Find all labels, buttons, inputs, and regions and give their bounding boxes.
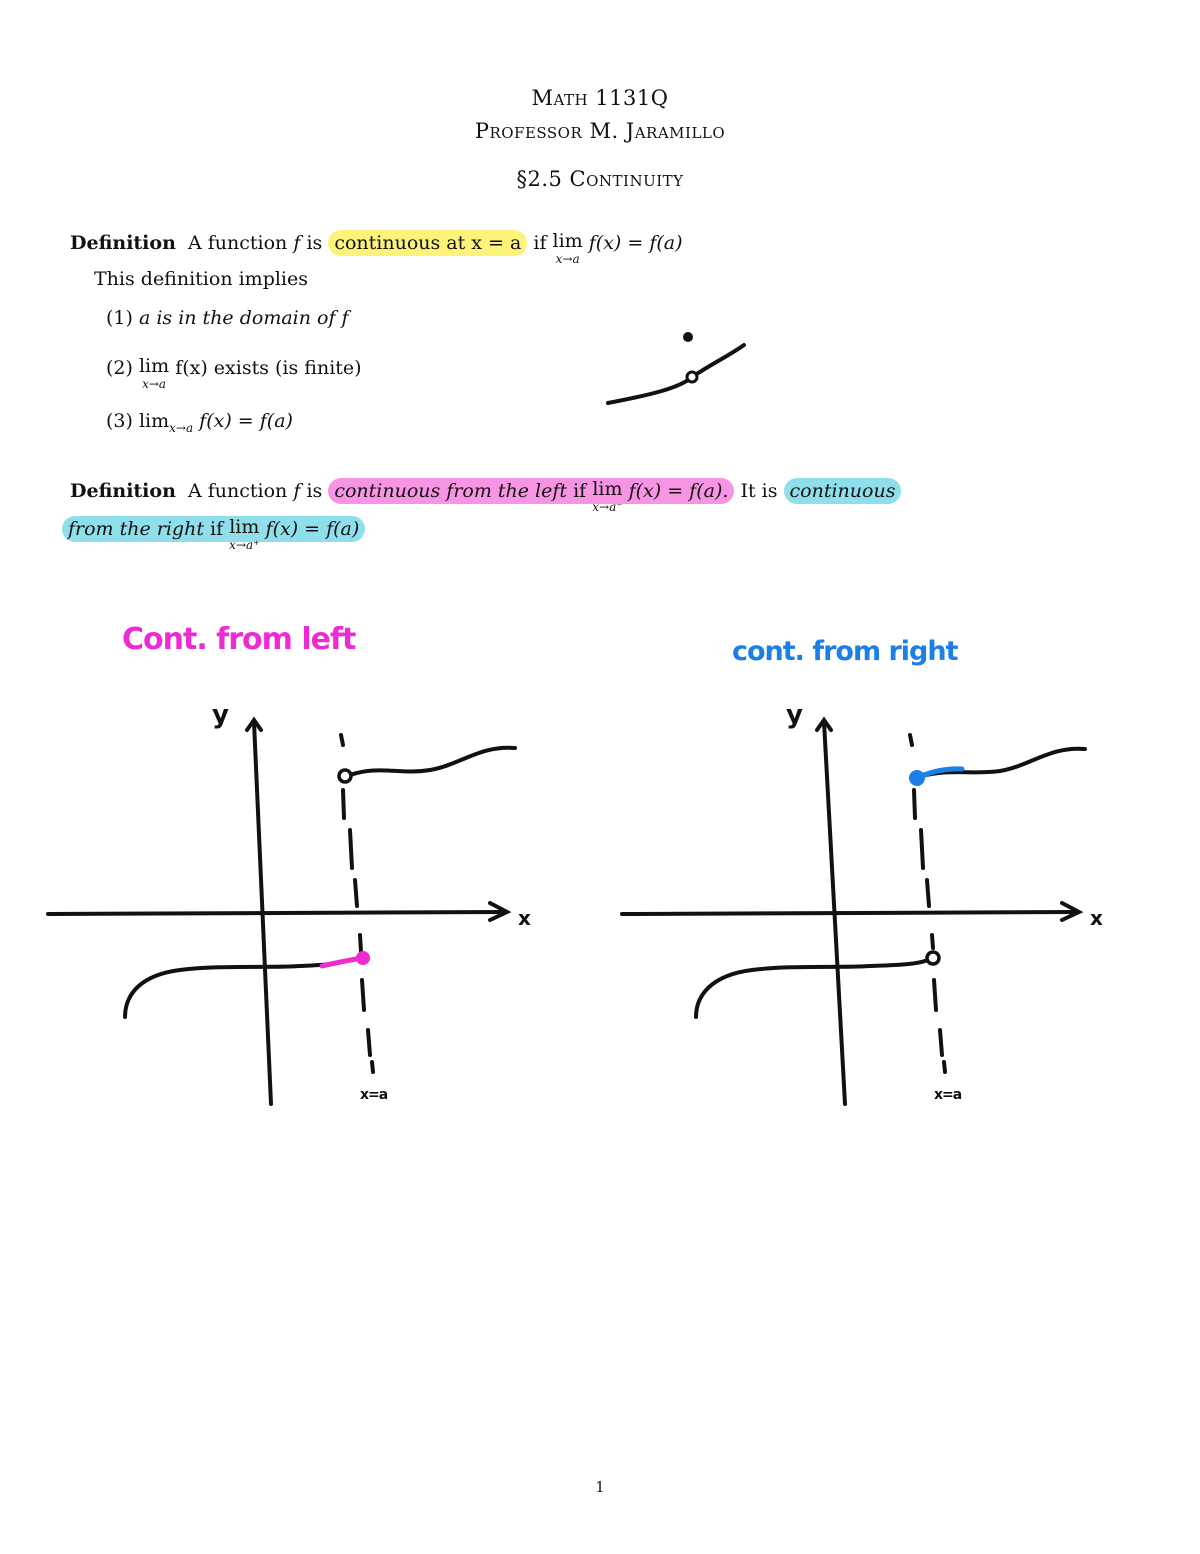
def2-f: f xyxy=(293,480,301,502)
def2-if: if xyxy=(573,480,587,502)
def2-text-b: is xyxy=(306,480,323,502)
item-lim-sub: x→a xyxy=(169,420,194,435)
right-filled-point xyxy=(909,770,925,786)
lim-word: lim xyxy=(229,516,260,538)
def2-text-a: A function xyxy=(188,480,288,502)
left-lower-curve xyxy=(125,962,340,1017)
right-a-label: x=a xyxy=(934,1087,962,1103)
left-x-label: x xyxy=(518,906,530,930)
right-rhs: f(x) = f(a) xyxy=(265,518,360,540)
def2-it-is: It is xyxy=(740,480,778,502)
left-lower-curve-highlight xyxy=(322,958,362,966)
highlight-continuous-right-1: continuous xyxy=(784,478,902,504)
def1-rhs: f(x) = f(a) xyxy=(588,232,683,254)
right-graph-title: cont. from right xyxy=(732,636,958,667)
right-y-label: y xyxy=(786,700,802,730)
page-number: 1 xyxy=(595,1478,605,1496)
def1-text-a: A function xyxy=(188,232,288,254)
item-text: a is in the domain of f xyxy=(138,307,349,329)
def1-if: if xyxy=(533,232,547,254)
def1-text-b: is xyxy=(306,232,323,254)
left-graph xyxy=(48,720,515,1104)
removable-discontinuity-sketch xyxy=(608,332,744,403)
left-y-label: y xyxy=(212,700,228,730)
right-x-axis xyxy=(622,912,1075,914)
sketch-filled-point xyxy=(683,332,693,342)
section-title: §2.5 Continuity xyxy=(516,167,684,191)
left-a-label: x=a xyxy=(360,1087,388,1103)
lim-subscript: x→a xyxy=(555,252,580,266)
right-upper-curve xyxy=(918,749,1085,777)
lim-subscript: x→a⁻ xyxy=(592,500,623,514)
item-number: (3) xyxy=(106,410,133,432)
sketch-open-point xyxy=(687,372,697,382)
left-upper-curve xyxy=(350,748,515,775)
right-graph xyxy=(622,720,1085,1104)
left-graph-title: Cont. from left xyxy=(122,622,356,657)
left-asymptote-dashed xyxy=(341,735,373,1072)
right-hl-text: from the right xyxy=(68,518,204,540)
lim-word: lim xyxy=(138,355,170,377)
item-number: (2) xyxy=(106,357,133,379)
left-x-axis xyxy=(48,912,505,914)
implies-text: This definition implies xyxy=(94,268,309,290)
item-number: (1) xyxy=(106,307,133,329)
item-text: f(x) exists (is finite) xyxy=(175,357,362,379)
lim-subscript: x→a⁺ xyxy=(229,538,260,552)
professor-name: Professor M. Jaramillo xyxy=(474,119,726,143)
left-filled-point xyxy=(356,951,370,965)
definition-label: Definition xyxy=(70,480,176,502)
left-open-point xyxy=(339,770,351,782)
lim-word: lim xyxy=(552,230,583,252)
right-open-point xyxy=(927,952,939,964)
lim-subscript: x→a xyxy=(142,377,167,391)
left-hl-text: continuous from the left xyxy=(334,480,568,502)
sketch-curve xyxy=(608,345,744,403)
definition-label: Definition xyxy=(70,232,176,254)
left-rhs: f(x) = f(a). xyxy=(628,480,729,502)
course-title: Math 1131Q xyxy=(531,86,669,110)
right-lower-curve xyxy=(696,960,928,1017)
item-rest: f(x) = f(a) xyxy=(199,410,293,432)
def2-if2: if xyxy=(210,518,224,540)
def1-f: f xyxy=(293,232,301,254)
highlight-continuous-at: continuous at x = a xyxy=(328,230,527,256)
item-lim: lim xyxy=(138,410,170,432)
lim-word: lim xyxy=(592,478,623,500)
right-x-label: x xyxy=(1090,906,1102,930)
